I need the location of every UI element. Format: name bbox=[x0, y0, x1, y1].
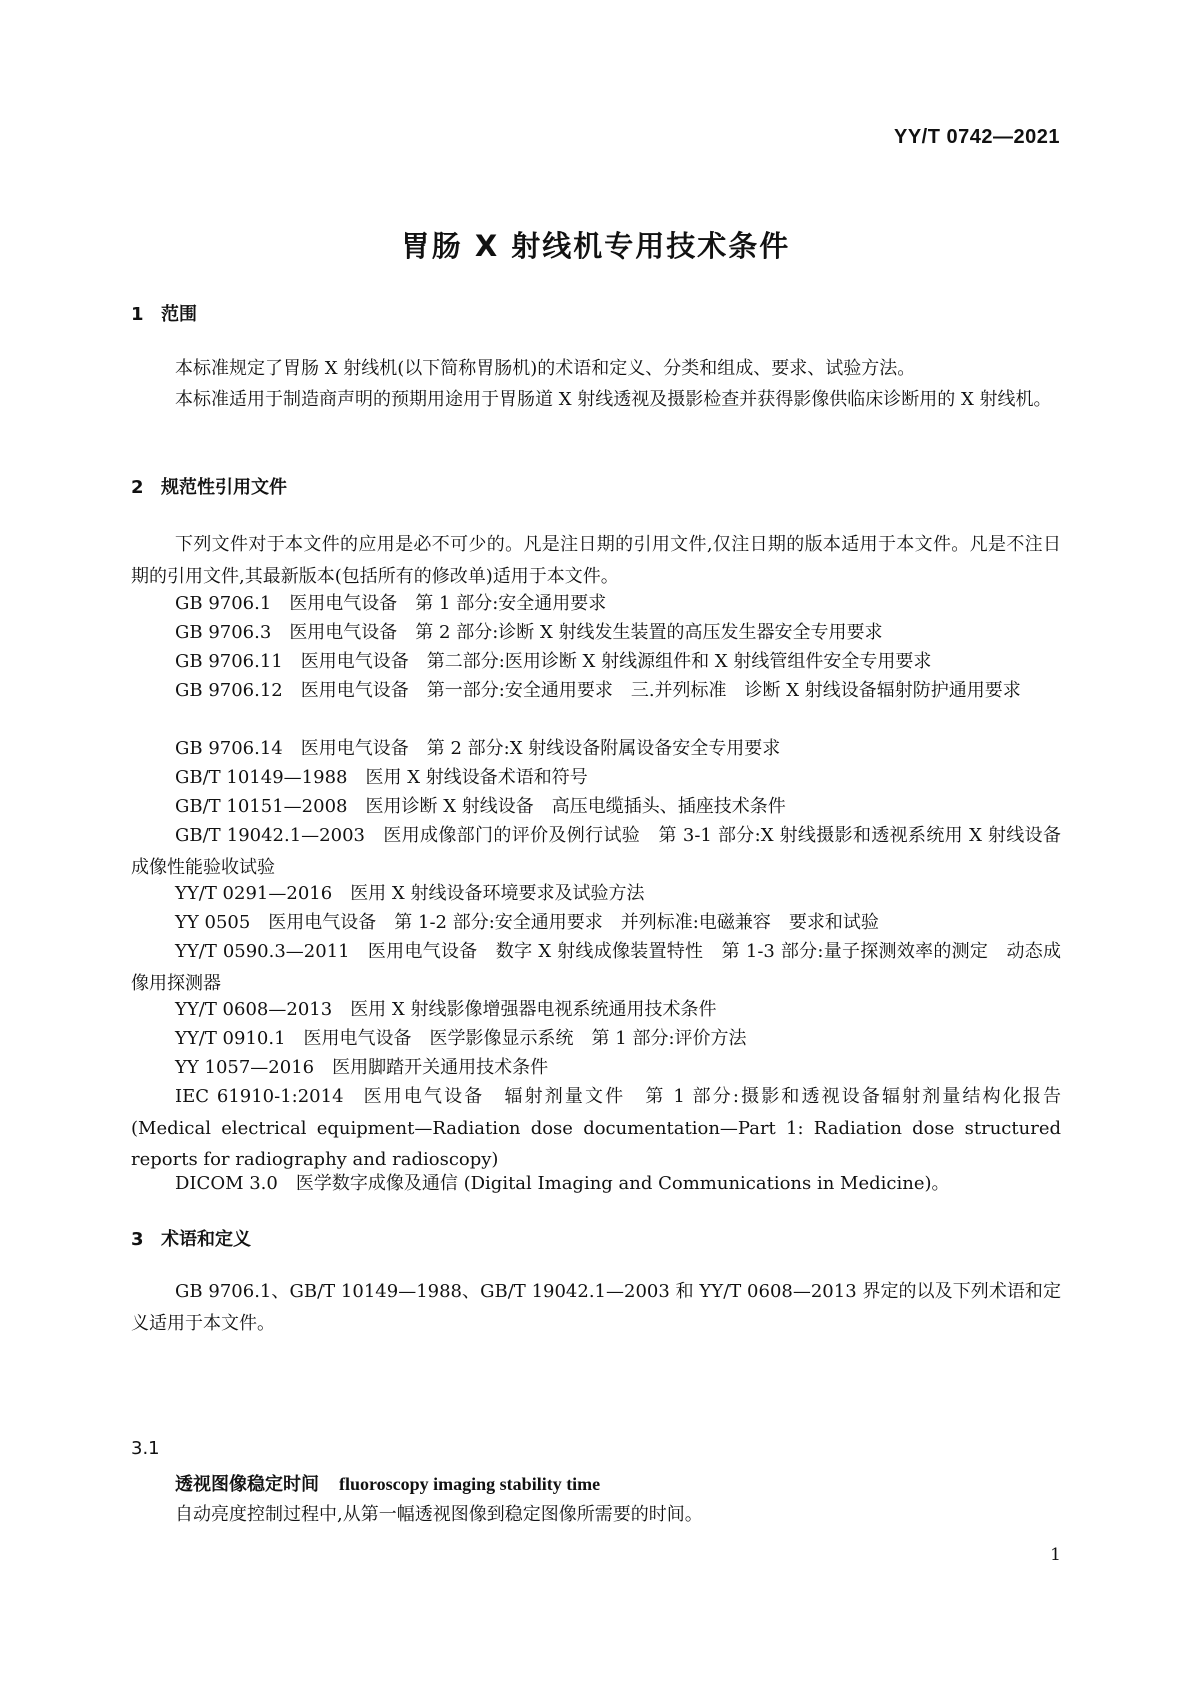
reference-code: YY/T 0590.3—2011 bbox=[175, 941, 350, 962]
reference-code: DICOM 3.0 bbox=[175, 1173, 278, 1194]
reference-code: GB 9706.3 bbox=[175, 622, 272, 643]
reference-code: GB 9706.14 bbox=[175, 738, 283, 759]
reference-item bbox=[131, 733, 1061, 765]
page-number: 1 bbox=[1050, 1545, 1061, 1565]
reference-code: YY 0505 bbox=[175, 912, 251, 933]
reference-item bbox=[131, 820, 1061, 883]
reference-code: GB/T 10151—2008 bbox=[175, 796, 348, 817]
term-name-cn: 透视图像稳定时间 bbox=[175, 1474, 319, 1495]
reference-code: YY/T 0608—2013 bbox=[175, 999, 333, 1020]
section-title: 规范性引用文件 bbox=[161, 477, 287, 498]
reference-code: GB/T 19042.1—2003 bbox=[175, 825, 365, 846]
reference-code: IEC 61910-1:2014 bbox=[175, 1086, 344, 1107]
reference-title: 医学数字成像及通信 (Digital Imaging and Communications in Medicine)。 bbox=[295, 1173, 950, 1194]
reference-title: 医用电气设备 第 2 部分:X 射线设备附属设备安全专用要求 bbox=[300, 738, 781, 759]
reference-item bbox=[131, 762, 1061, 794]
reference-item bbox=[131, 675, 1061, 707]
reference-code: YY/T 0910.1 bbox=[175, 1028, 286, 1049]
reference-title: 医用电气设备 第 1-2 部分:安全通用要求 并列标准:电磁兼容 要求和试验 bbox=[268, 912, 879, 933]
reference-title: 医用电气设备 辐射剂量文件 第 1 部分:摄影和透视设备辐射剂量结构化报告(Medical electrical equipment—Radiation dose documentation—Part 1: Radiation dose structured reports for radiography and radioscopy) bbox=[131, 1086, 1061, 1170]
term-number: 3.1 bbox=[131, 1438, 160, 1459]
reference-title: 医用 X 射线设备环境要求及试验方法 bbox=[350, 883, 645, 904]
reference-title: 医用电气设备 第一部分:安全通用要求 三.并列标准 诊断 X 射线设备辐射防护通用要求 bbox=[300, 680, 1021, 701]
reference-code: YY/T 0291—2016 bbox=[175, 883, 333, 904]
section-1-paragraph: 本标准适用于制造商声明的预期用途用于胃肠道 X 射线透视及摄影检查并获得影像供临床诊断用的 X 射线机。 bbox=[175, 389, 1052, 410]
reference-item bbox=[131, 646, 1061, 678]
reference-title: 医用电气设备 第 2 部分:诊断 X 射线发生装置的高压发生器安全专用要求 bbox=[289, 622, 883, 643]
section-number: 1 bbox=[131, 304, 144, 325]
reference-item bbox=[131, 907, 1061, 939]
section-1-heading bbox=[131, 300, 197, 326]
reference-code: GB 9706.12 bbox=[175, 680, 283, 701]
section-2-intro: 下列文件对于本文件的应用是必不可少的。凡是注日期的引用文件,仅注日期的版本适用于本文件。凡是不注日期的引用文件,其最新版本(包括所有的修改单)适用于本文件。 bbox=[131, 534, 1061, 587]
reference-title: 医用诊断 X 射线设备 高压电缆插头、插座技术条件 bbox=[365, 796, 786, 817]
reference-item bbox=[131, 617, 1061, 649]
reference-code: GB 9706.11 bbox=[175, 651, 283, 672]
section-number: 2 bbox=[131, 477, 144, 498]
reference-item bbox=[131, 994, 1061, 1026]
reference-title: 医用电气设备 数字 X 射线成像装置特性 第 1-3 部分:量子探测效率的测定 动态成像用探测器 bbox=[131, 941, 1061, 994]
section-3-heading bbox=[131, 1225, 251, 1251]
section-title: 范围 bbox=[161, 304, 197, 325]
reference-item bbox=[131, 791, 1061, 823]
reference-item bbox=[131, 1052, 1061, 1084]
reference-item bbox=[131, 588, 1061, 620]
reference-code: YY 1057—2016 bbox=[175, 1057, 315, 1078]
reference-code: GB/T 10149—1988 bbox=[175, 767, 348, 788]
reference-item bbox=[131, 878, 1061, 910]
reference-title: 医用电气设备 第 1 部分:安全通用要求 bbox=[289, 593, 607, 614]
term-name bbox=[175, 1470, 600, 1496]
reference-title: 医用电气设备 医学影像显示系统 第 1 部分:评价方法 bbox=[303, 1028, 747, 1049]
standard-code: YY/T 0742—2021 bbox=[894, 126, 1060, 148]
reference-code: GB 9706.1 bbox=[175, 593, 272, 614]
section-1-paragraph: 本标准规定了胃肠 X 射线机(以下简称胃肠机)的术语和定义、分类和组成、要求、试验方法。 bbox=[175, 358, 916, 379]
section-2-heading bbox=[131, 473, 287, 499]
section-title: 术语和定义 bbox=[161, 1229, 251, 1250]
document-title: 胃肠 X 射线机专用技术条件 bbox=[400, 229, 791, 263]
reference-title: 医用脚踏开关通用技术条件 bbox=[332, 1057, 549, 1078]
reference-item bbox=[131, 1081, 1061, 1176]
reference-item bbox=[131, 1168, 1061, 1200]
term-definition: 自动亮度控制过程中,从第一幅透视图像到稳定图像所需要的时间。 bbox=[175, 1504, 703, 1525]
reference-title: 医用成像部门的评价及例行试验 第 3-1 部分:X 射线摄影和透视系统用 X 射线设备成像性能验收试验 bbox=[131, 825, 1061, 878]
reference-item bbox=[131, 936, 1061, 999]
reference-title: 医用 X 射线设备术语和符号 bbox=[365, 767, 588, 788]
reference-title: 医用电气设备 第二部分:医用诊断 X 射线源组件和 X 射线管组件安全专用要求 bbox=[300, 651, 932, 672]
term-name-en: fluoroscopy imaging stability time bbox=[339, 1474, 601, 1494]
section-3-intro: GB 9706.1、GB/T 10149—1988、GB/T 19042.1—2003 和 YY/T 0608—2013 界定的以及下列术语和定义适用于本文件。 bbox=[131, 1281, 1061, 1334]
reference-title: 医用 X 射线影像增强器电视系统通用技术条件 bbox=[350, 999, 717, 1020]
reference-item bbox=[131, 1023, 1061, 1055]
section-number: 3 bbox=[131, 1229, 144, 1250]
